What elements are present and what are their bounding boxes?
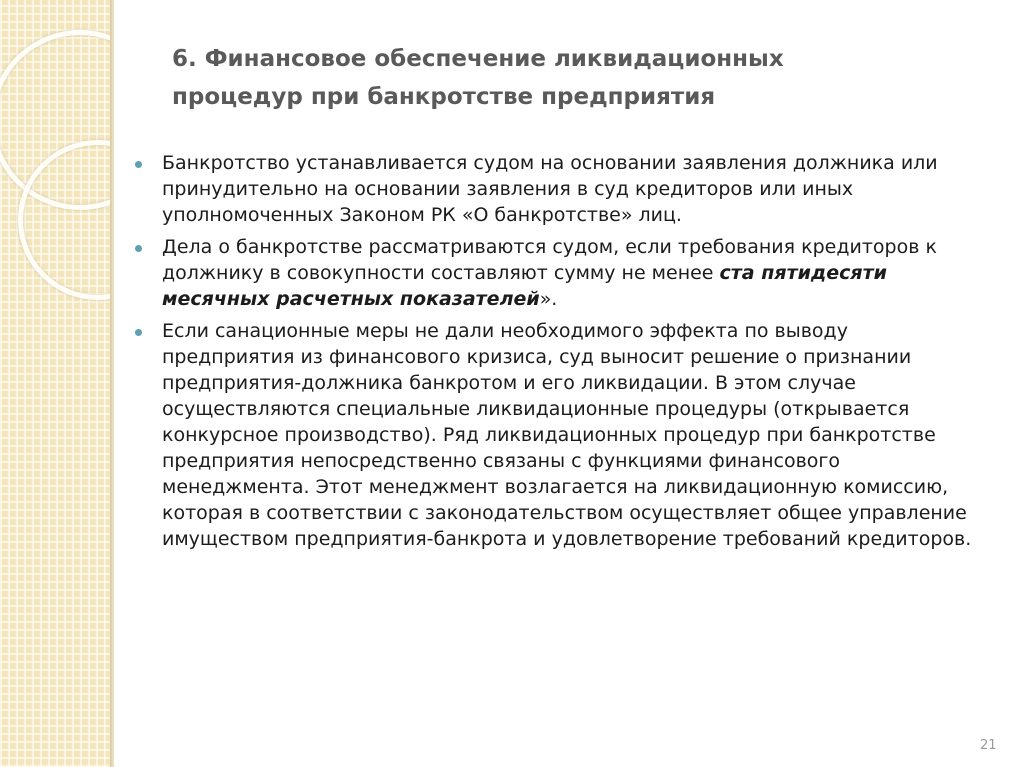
- bullet-text: Если санационные меры не дали необходимого эффекта по выводу предприятия из финансового кризиса, суд выносит решение о признании предприятия-должника банкротом и его ликвидации. В этом случае осуществляются специальные ликвидационные процедуры (открывается конкурсное производство). Ряд ликвидационных процедур при банкротстве предприятия непосредственно связаны с функциями финансового менеджмента. Этот менеджмент возлагается на ликвидационную комиссию, которая в соответствии с законодательством осуществляет общее управление имуществом предприятия-банкрота и удовлетворение требований кредиторов.: [162, 320, 972, 550]
- bullet-dot-icon: [135, 161, 142, 168]
- side-panel-edge: [110, 0, 114, 767]
- bullet-emphasis: ста пятидесяти месячных расчетных показателей: [162, 262, 887, 310]
- bullet-text: Банкротство устанавливается судом на основании заявления должника или принудительно на основании заявления в суд кредиторов или иных уполномоченных Законом РК «О банкротстве» лиц.: [162, 152, 938, 226]
- slide-title: [172, 40, 972, 116]
- bullet-text-end: ».: [539, 288, 558, 310]
- bullet-dot-icon: [135, 245, 142, 252]
- page-number: 21: [980, 738, 997, 753]
- bullet-dot-icon: [135, 329, 142, 336]
- decorative-side-panel: [0, 0, 110, 767]
- bullet-item: [135, 150, 975, 228]
- bullet-text: Дела о банкротстве рассматриваются судом, если требования кредиторов к должнику в совокупности составляют сумму не менее: [162, 236, 937, 284]
- bullet-item: [135, 318, 975, 552]
- slide-title-line-1: 6. Финансовое обеспечение ликвидационных: [172, 46, 784, 72]
- bullet-item: [135, 234, 975, 312]
- slide-title-line-2: процедур при банкротстве предприятия: [172, 84, 716, 110]
- bullet-list: [135, 150, 975, 558]
